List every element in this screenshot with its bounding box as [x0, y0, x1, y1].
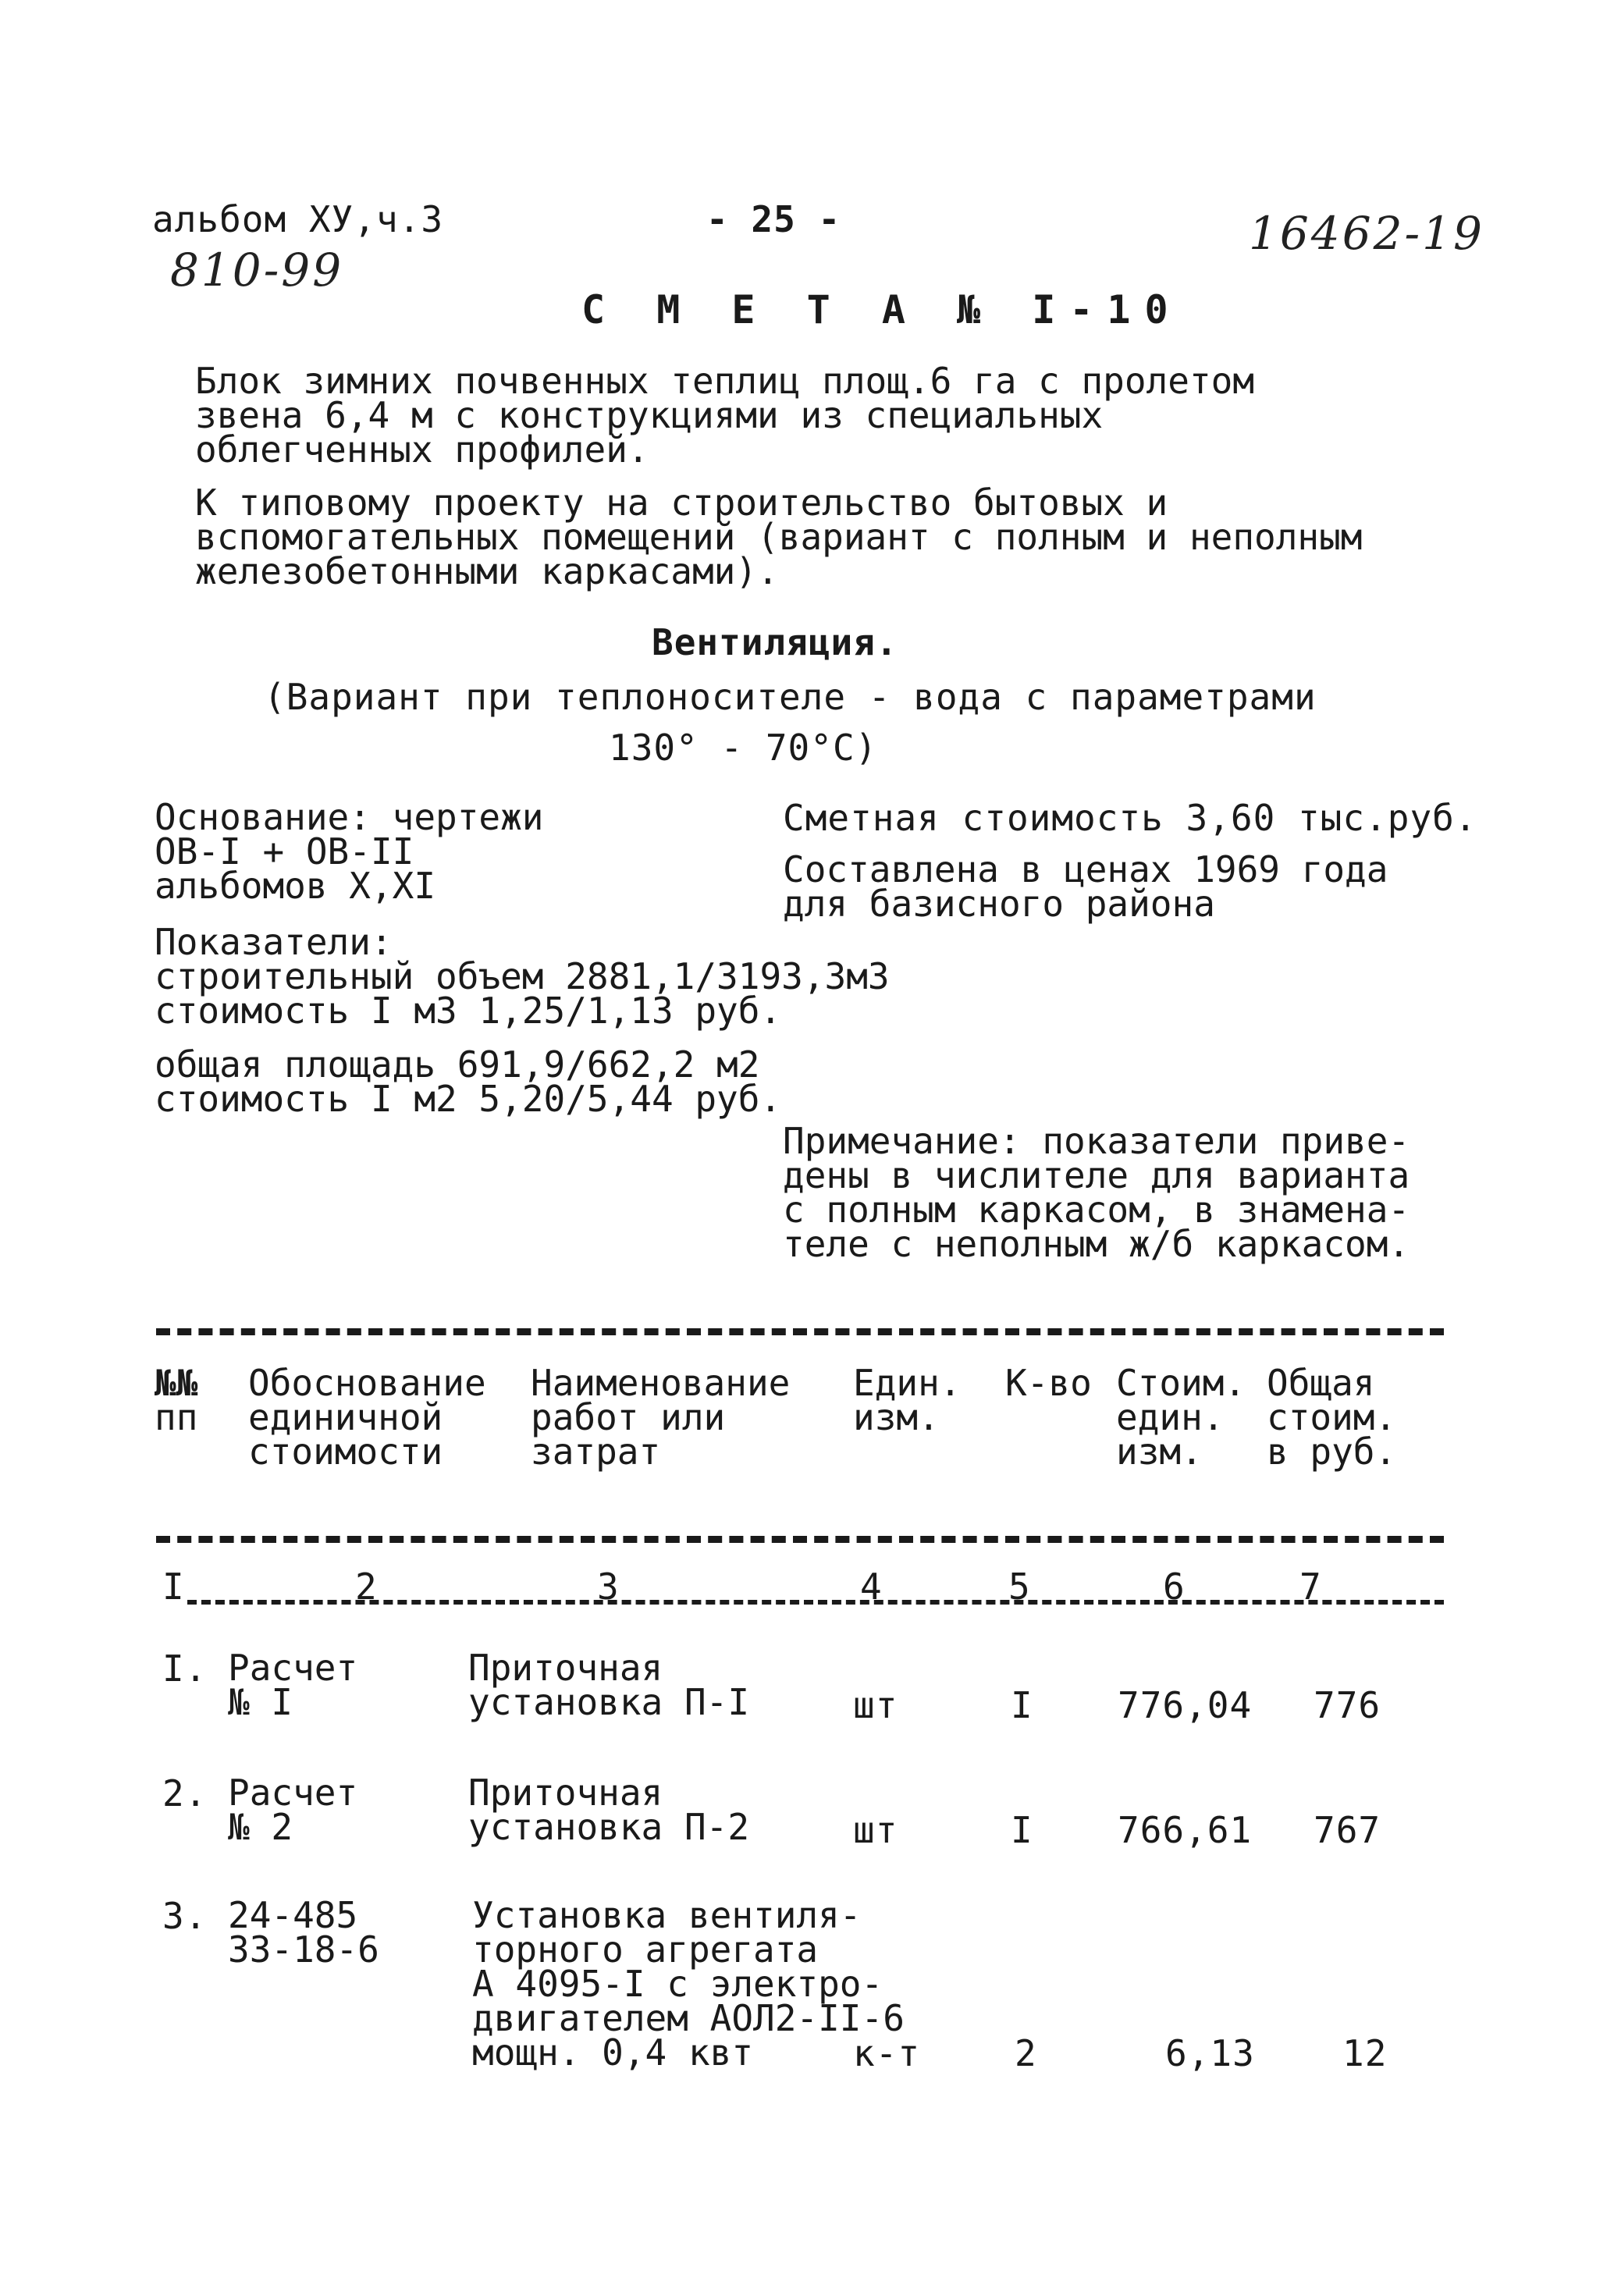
row1-num: I. [162, 1647, 208, 1690]
note-line: теле с неполным ж/б каркасом. [783, 1223, 1410, 1265]
row1-total: 776 [1314, 1684, 1381, 1726]
row2-num: 2. [162, 1772, 208, 1814]
row2-name [468, 1772, 750, 1848]
row3-total: 12 [1342, 2032, 1388, 2074]
header-unit-cost [1116, 1362, 1246, 1473]
column-number-7: 7 [1299, 1566, 1322, 1608]
column-number-5: 5 [1008, 1566, 1031, 1608]
project-reference [195, 482, 1363, 592]
row3-name-line: Установка вентиля- [472, 1894, 862, 1936]
description-line: звена 6,4 м с конструкциями из специальных [195, 394, 1104, 436]
row1-name-line: Приточная [468, 1647, 663, 1689]
header-name-line: Наименование [531, 1362, 791, 1404]
row3-basis [228, 1894, 379, 1971]
row3-qty: 2 [1015, 2032, 1037, 2074]
header-num-line: №№ [155, 1362, 198, 1404]
header-basis-line: Обоснование [248, 1362, 486, 1404]
row2-basis [228, 1772, 358, 1848]
pricing-basis [783, 848, 1388, 925]
row2-qty: I [1011, 1809, 1033, 1851]
row1-basis [228, 1647, 358, 1723]
header-total-line: стоим. [1267, 1396, 1397, 1438]
row3-basis-line: 33-18-6 [228, 1928, 379, 1971]
header-basis [248, 1362, 486, 1473]
document-title: С М Е Т А № I-10 [581, 287, 1182, 332]
indicator-cost-m3: стоимость I м3 1,25/1,13 руб. [155, 990, 782, 1032]
row3-basis-line: 24-485 [228, 1894, 358, 1936]
row2-basis-line: Расчет [228, 1772, 358, 1814]
note-line: дены в числителе для варианта [783, 1154, 1410, 1196]
row1-basis-line: Расчет [228, 1647, 358, 1689]
estimated-cost: Сметная стоимость 3,60 тыс.руб. [783, 797, 1477, 839]
row1-unit-cost: 776,04 [1118, 1684, 1253, 1726]
row3-name-line: А 4095-I с электро- [472, 1963, 883, 2005]
row3-name [472, 1894, 905, 2074]
header-name [531, 1362, 791, 1473]
description-line: облегченных профилей. [195, 428, 649, 471]
pricing-line: Составлена в ценах 1969 года [783, 848, 1388, 890]
header-basis-line: стоимости [248, 1431, 443, 1473]
row3-name-line: двигателем АОЛ2-II-6 [472, 1997, 905, 2039]
section-title: Вентиляция. [652, 621, 898, 663]
column-number-3: 3 [597, 1566, 620, 1608]
header-total [1267, 1362, 1397, 1473]
header-qty-line: К-во [1005, 1362, 1092, 1404]
header-unit-line: изм. [853, 1396, 940, 1438]
header-unit-cost-line: Стоим. [1116, 1362, 1246, 1404]
variant-line-1: (Вариант при теплоносителе - вода с параметрами [264, 676, 1317, 718]
handwritten-code-left: 810-99 [170, 243, 344, 297]
estimate-description [195, 360, 1255, 471]
header-unit-cost-line: изм. [1116, 1431, 1203, 1473]
row2-basis-line: № 2 [228, 1806, 293, 1848]
indicator-area: общая площадь 691,9/662,2 м2 [155, 1043, 760, 1086]
row2-total: 767 [1314, 1809, 1381, 1851]
row1-name-line: установка П-I [468, 1681, 750, 1723]
indicator-cost-m2: стоимость I м2 5,20/5,44 руб. [155, 1078, 782, 1120]
row1-name [468, 1647, 750, 1723]
indicators-block [155, 921, 890, 1032]
pricing-line: для базисного района [783, 883, 1215, 925]
column-number-4: 4 [860, 1566, 883, 1608]
row3-name-line: мощн. 0,4 квт [472, 2031, 754, 2074]
variant-line-2: 130° - 70°С) [609, 727, 878, 769]
project-line: вспомогательных помещений (вариант с полным и неполным [195, 516, 1363, 558]
header-basis-line: единичной [248, 1396, 443, 1438]
header-num [155, 1362, 198, 1438]
row3-name-line: торного агрегата [472, 1928, 819, 1971]
row1-unit: шт [853, 1684, 898, 1726]
row3-unit: к-т [853, 2032, 921, 2074]
header-name-line: работ или [531, 1396, 726, 1438]
column-number-6: 6 [1163, 1566, 1186, 1608]
column-number-1: I [162, 1566, 185, 1608]
description-line: Блок зимних почвенных теплиц площ.6 га с пролетом [195, 360, 1255, 402]
project-line: К типовому проекту на строительство бытовых и [195, 482, 1168, 524]
indicator-volume: строительный объем 2881,1/3193,3м3 [155, 955, 890, 997]
header-unit [853, 1362, 962, 1438]
row2-name-line: Приточная [468, 1772, 663, 1814]
header-total-line: в руб. [1267, 1431, 1397, 1473]
row2-name-line: установка П-2 [468, 1806, 750, 1848]
row3-unit-cost: 6,13 [1165, 2032, 1255, 2074]
handwritten-code-right: 16462-19 [1249, 207, 1484, 260]
row3-num: 3. [162, 1895, 208, 1937]
table-header-rule [156, 1536, 1444, 1543]
row2-unit: шт [853, 1809, 898, 1851]
basis-line: ОВ-I + ОВ-II [155, 830, 414, 873]
basis-block [155, 796, 544, 907]
basis-line: альбомов X,XI [155, 865, 436, 907]
album-label: альбом ХУ,ч.3 [152, 198, 444, 240]
header-qty [1005, 1362, 1092, 1404]
column-number-rule [187, 1600, 1444, 1605]
page-number: - 25 - [706, 198, 841, 240]
project-line: железобетонными каркасами). [195, 550, 779, 592]
header-total-line: Общая [1267, 1362, 1375, 1404]
note-line: с полным каркасом, в знамена- [783, 1189, 1410, 1231]
column-number-2: 2 [355, 1566, 378, 1608]
indicators-title: Показатели: [155, 921, 393, 963]
table-top-rule [156, 1328, 1444, 1335]
header-name-line: затрат [531, 1431, 661, 1473]
header-num-line: пп [155, 1396, 198, 1438]
row1-qty: I [1011, 1684, 1033, 1726]
indicators-area-block [155, 1043, 782, 1120]
basis-line: Основание: чертежи [155, 796, 544, 838]
row2-unit-cost: 766,61 [1118, 1809, 1253, 1851]
header-unit-line: Един. [853, 1362, 962, 1404]
note-line: Примечание: показатели приве- [783, 1120, 1410, 1162]
header-unit-cost-line: един. [1116, 1396, 1225, 1438]
row1-basis-line: № I [228, 1681, 293, 1723]
note-block [783, 1120, 1410, 1265]
